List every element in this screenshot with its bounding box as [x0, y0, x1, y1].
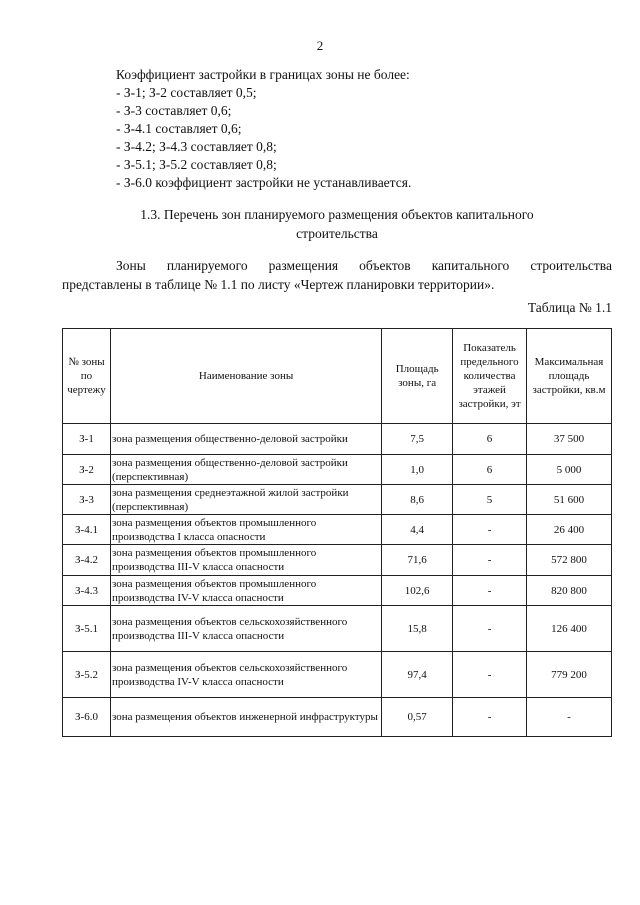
max-building-area: 779 200	[527, 652, 612, 698]
intro-line: Зоны планируемого размещения объектов капитального строительства	[116, 258, 612, 273]
max-building-area: 26 400	[527, 515, 612, 545]
table-row	[63, 576, 612, 606]
header-floors: Показатель предельного количества этажей застройки, эт	[453, 329, 527, 424]
floors-limit: 6	[453, 424, 527, 455]
table-row	[63, 485, 612, 515]
zone-area: 0,57	[382, 698, 453, 737]
table-header-row	[63, 329, 612, 424]
zone-name: зона размещения общественно-деловой застройки	[110, 424, 381, 455]
zone-number: З-5.2	[63, 652, 111, 698]
zone-name: зона размещения объектов промышленного производства IV-V класса опасности	[110, 576, 381, 606]
table-row	[63, 606, 612, 652]
zone-name: зона размещения объектов сельскохозяйственного производства III-V класса опасности	[110, 606, 381, 652]
max-building-area: 37 500	[527, 424, 612, 455]
floors-limit: 6	[453, 455, 527, 485]
zone-number: З-5.1	[63, 606, 111, 652]
coefficient-item: - З-4.1 составляет 0,6;	[116, 121, 242, 136]
coefficient-title: Коэффициент застройки в границах зоны не более:	[116, 67, 410, 82]
table-row	[63, 515, 612, 545]
zone-name: зона размещения среднеэтажной жилой застройки (перспективная)	[110, 485, 381, 515]
zone-number: З-6.0	[63, 698, 111, 737]
zone-number: З-1	[63, 424, 111, 455]
section-heading-line: строительства	[296, 226, 378, 241]
floors-limit: -	[453, 576, 527, 606]
zone-name: зона размещения объектов сельскохозяйственного производства IV-V класса опасности	[110, 652, 381, 698]
page-number: 2	[316, 38, 324, 53]
coefficient-item: - З-6.0 коэффициент застройки не устанавливается.	[116, 175, 412, 190]
zone-number: З-4.1	[63, 515, 111, 545]
max-building-area: 126 400	[527, 606, 612, 652]
zone-name: зона размещения объектов промышленного производства I класса опасности	[110, 515, 381, 545]
table-caption: Таблица № 1.1	[527, 300, 612, 315]
zone-number: З-4.2	[63, 545, 111, 576]
section-heading-line: 1.3. Перечень зон планируемого размещения объектов капитального	[140, 207, 534, 222]
zone-name: зона размещения объектов промышленного производства III-V класса опасности	[110, 545, 381, 576]
intro-line: представлены в таблице № 1.1 по листу «Чертеж планировки территории».	[62, 277, 495, 292]
table-row	[63, 652, 612, 698]
max-building-area: -	[527, 698, 612, 737]
zone-area: 71,6	[382, 545, 453, 576]
zone-number: З-4.3	[63, 576, 111, 606]
table-row	[63, 545, 612, 576]
coefficient-item: - З-5.1; З-5.2 составляет 0,8;	[116, 157, 277, 172]
floors-limit: -	[453, 545, 527, 576]
section-heading	[62, 205, 612, 243]
table-row	[63, 455, 612, 485]
zone-area: 7,5	[382, 424, 453, 455]
zone-area: 8,6	[382, 485, 453, 515]
zones-table	[62, 328, 612, 737]
header-zone-number: № зоны по чертежу	[63, 329, 111, 424]
header-zone-name: Наименование зоны	[110, 329, 381, 424]
zone-area: 15,8	[382, 606, 453, 652]
table-row	[63, 424, 612, 455]
zone-name: зона размещения общественно-деловой застройки (перспективная)	[110, 455, 381, 485]
intro-paragraph	[62, 256, 612, 294]
coefficient-item: - З-3 составляет 0,6;	[116, 103, 232, 118]
coefficient-list	[116, 66, 411, 192]
header-max-area: Максимальная площадь застройки, кв.м	[527, 329, 612, 424]
max-building-area: 820 800	[527, 576, 612, 606]
zone-area: 4,4	[382, 515, 453, 545]
zone-number: З-3	[63, 485, 111, 515]
zone-area: 97,4	[382, 652, 453, 698]
floors-limit: -	[453, 698, 527, 737]
max-building-area: 572 800	[527, 545, 612, 576]
zone-name: зона размещения объектов инженерной инфраструктуры	[110, 698, 381, 737]
coefficient-item: - З-1; З-2 составляет 0,5;	[116, 85, 257, 100]
table-row	[63, 698, 612, 737]
coefficient-item: - З-4.2; З-4.3 составляет 0,8;	[116, 139, 277, 154]
zone-area: 1,0	[382, 455, 453, 485]
floors-limit: -	[453, 606, 527, 652]
header-area: Площадь зоны, га	[382, 329, 453, 424]
zone-number: З-2	[63, 455, 111, 485]
floors-limit: 5	[453, 485, 527, 515]
floors-limit: -	[453, 652, 527, 698]
zone-area: 102,6	[382, 576, 453, 606]
max-building-area: 5 000	[527, 455, 612, 485]
floors-limit: -	[453, 515, 527, 545]
max-building-area: 51 600	[527, 485, 612, 515]
